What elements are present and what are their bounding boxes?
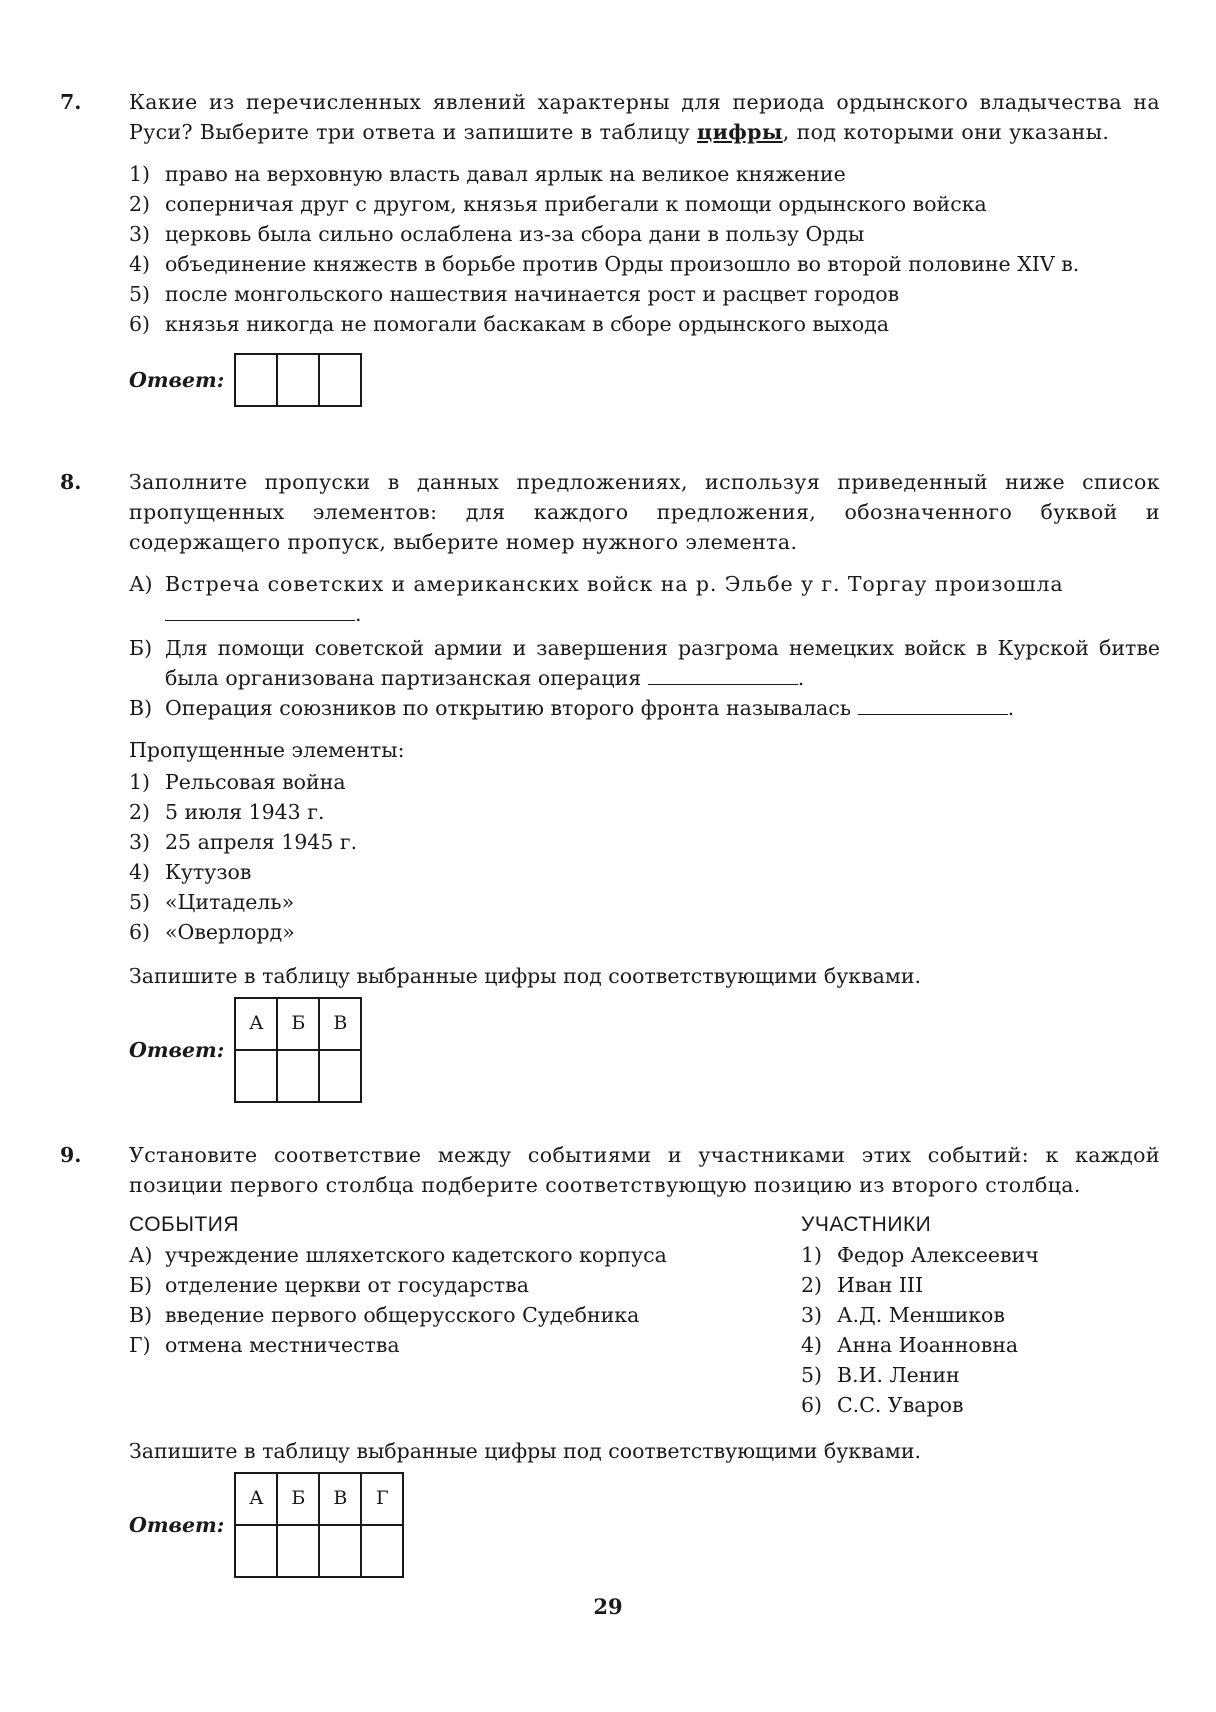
instruction: Запишите в таблицу выбранные цифры под соответствующими буквами. — [129, 964, 922, 988]
page-number: 29 — [593, 1594, 623, 1619]
answer-label: Ответ: — [129, 1038, 225, 1062]
participants-title: УЧАСТНИКИ — [801, 1213, 932, 1236]
element-item: 3) 25 апреля 1945 г. — [129, 830, 358, 854]
column-header: В — [319, 998, 361, 1050]
option: 5) после монгольского нашествия начинается рост и расцвет городов — [129, 282, 900, 306]
task-number: 7. — [60, 90, 82, 114]
participant-item: 6) С.С. Уваров — [801, 1393, 964, 1417]
option: 1) право на верховную власть давал ярлык на великое княжение — [129, 162, 846, 186]
element-item: 2) 5 июля 1943 г. — [129, 800, 325, 824]
answer-grid — [234, 1472, 404, 1578]
option: 3) церковь была сильно ослаблена из-за сбора дани в пользу Орды — [129, 222, 865, 246]
column-header: А — [235, 1473, 277, 1525]
blank[interactable] — [165, 600, 355, 621]
column-header: Б — [277, 1473, 319, 1525]
column-header: А — [235, 998, 277, 1050]
answer-cell[interactable] — [235, 1050, 277, 1102]
element-item: 4) Кутузов — [129, 860, 252, 884]
events-title: СОБЫТИЯ — [129, 1213, 239, 1236]
answer-cell[interactable] — [277, 1525, 319, 1577]
sentence: В) Операция союзников по открытию второго фронта называлась . — [129, 696, 1015, 720]
emphasis-digits: цифры — [697, 120, 783, 144]
sentence: Б) Для помощи советской армии и завершения разгрома немецких войск в Курской битве была организована партизанская операция . — [129, 636, 1160, 690]
task-number: 9. — [60, 1143, 82, 1167]
event-item: А) учреждение шляхетского кадетского корпуса — [129, 1243, 667, 1267]
answer-cell[interactable] — [319, 1525, 361, 1577]
instruction: Запишите в таблицу выбранные цифры под соответствующими буквами. — [129, 1439, 922, 1463]
blank[interactable] — [858, 694, 1008, 715]
element-item: 1) Рельсовая война — [129, 770, 346, 794]
answer-cell[interactable] — [277, 354, 319, 406]
sentence: А) Встреча советских и американских войск на р. Эльбе у г. Торгау произошла . — [129, 572, 1064, 626]
participants-column — [801, 1210, 1160, 1420]
answer-label: Ответ: — [129, 1513, 225, 1537]
answer-grid — [234, 353, 362, 407]
column-header: Г — [361, 1473, 403, 1525]
task-number: 8. — [60, 470, 82, 494]
answer-cell[interactable] — [235, 1525, 277, 1577]
option: 4) объединение княжеств в борьбе против Орды произошло во второй половине XIV в. — [129, 252, 1080, 276]
column-header: Б — [277, 998, 319, 1050]
answer-cell[interactable] — [235, 354, 277, 406]
element-item: 5) «Цитадель» — [129, 890, 295, 914]
participant-item: 2) Иван III — [801, 1273, 924, 1297]
answer-cell[interactable] — [361, 1525, 403, 1577]
participant-item: 1) Федор Алексеевич — [801, 1243, 1039, 1267]
task-prompt: Какие из перечисленных явлений характерны для периода ордынского владычества на Руси? Выберите три ответа и запишите в таблицу цифры, под которыми они указаны. — [129, 90, 1160, 144]
answer-cell[interactable] — [277, 1050, 319, 1102]
blank[interactable] — [648, 664, 798, 685]
events-column — [129, 1210, 801, 1420]
task-8 — [60, 467, 1160, 1103]
option: 2) соперничая друг с другом, князья прибегали к помощи ордынского войска — [129, 192, 987, 216]
participant-item: 3) А.Д. Меншиков — [801, 1303, 1005, 1327]
column-header: В — [319, 1473, 361, 1525]
elements-title: Пропущенные элементы: — [129, 738, 405, 762]
event-item: Б) отделение церкви от государства — [129, 1273, 529, 1297]
option: 6) князья никогда не помогали баскакам в сборе ордынского выхода — [129, 312, 890, 336]
participant-item: 4) Анна Иоанновна — [801, 1333, 1019, 1357]
event-item: В) введение первого общерусского Судебника — [129, 1303, 640, 1327]
answer-cell[interactable] — [319, 1050, 361, 1102]
answer-grid — [234, 997, 362, 1103]
answer-cell[interactable] — [319, 354, 361, 406]
task-9 — [60, 1140, 1160, 1578]
task-7 — [60, 87, 1160, 407]
task-prompt: Заполните пропуски в данных предложениях, используя приведенный ниже список пропущенных элементов: для каждого предложения, обозначенного буквой и содержащего пропуск, выберите номер нужного элемента. — [129, 470, 1160, 554]
event-item: Г) отмена местничества — [129, 1333, 400, 1357]
participant-item: 5) В.И. Ленин — [801, 1363, 960, 1387]
answer-label: Ответ: — [129, 368, 225, 392]
task-prompt: Установите соответствие между событиями и участниками этих событий: к каждой позиции первого столбца подберите соответствующую позицию из второго столбца. — [129, 1143, 1160, 1197]
element-item: 6) «Оверлорд» — [129, 920, 295, 944]
